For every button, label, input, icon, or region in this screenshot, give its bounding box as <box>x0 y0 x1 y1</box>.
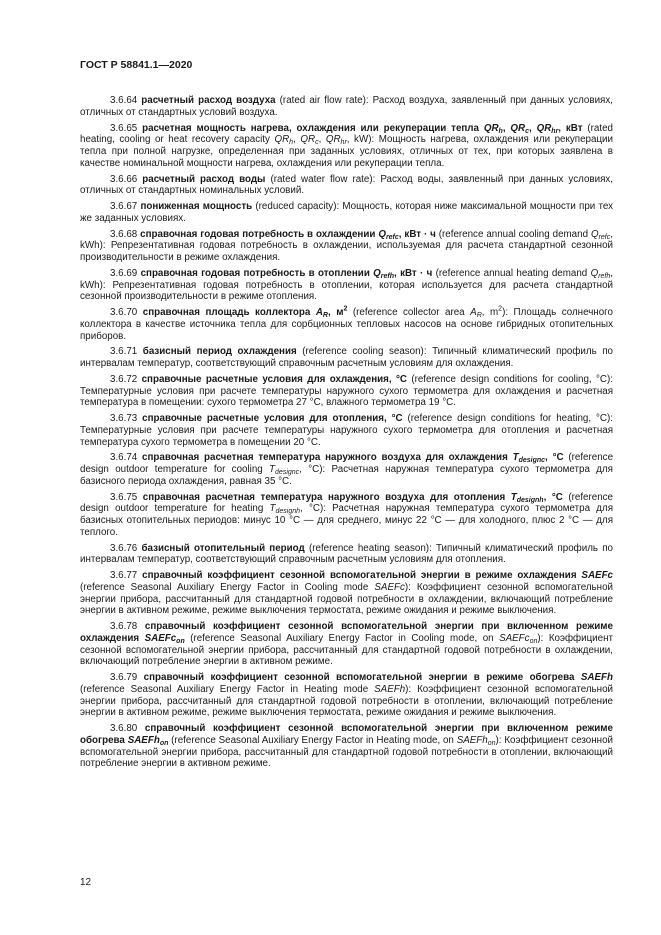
term-definition: (reference design conditions for heating, °C): Температурные условия при расчете температуры наружного сухого термометра для отопления и расчетная температура сухого термометра в помещении 20 °С. <box>80 413 613 448</box>
clause-number: 3.6.65 <box>110 122 143 134</box>
document-body <box>80 95 613 774</box>
term-name: справочные расчетные условия для отопления, °С <box>142 413 403 424</box>
clause-number: 3.6.76 <box>110 542 142 554</box>
definition-paragraph <box>80 95 613 119</box>
clause-number: 3.6.79 <box>110 672 144 683</box>
definition-paragraph <box>80 229 613 264</box>
term-name: базисный период охлаждения <box>142 346 297 358</box>
term-name: расчетная мощность нагрева, охлаждения или рекуперации тепла $QR_h$, $QR_c$, $QR_{hr}$, кВт <box>142 122 583 135</box>
clause-number: 3.6.73 <box>110 413 143 424</box>
clause-number: 3.6.71 <box>110 346 143 358</box>
term-definition: (reference Seasonal Auxiliary Energy Factor in Heating mode, on SAEFh$_{on}$): Коэффициент сезонной вспомогательной энергии прибора, рассчитанный для стандартной годовой потребности в отоплении, включающий потребление энергии в активном режиме. <box>80 734 613 770</box>
term-name: справочная расчетная температура наружного воздуха для отопления $T_{designh}$, °С <box>142 491 563 504</box>
clause-number: 3.6.72 <box>110 373 142 385</box>
definition-paragraph <box>80 174 613 198</box>
definition-paragraph <box>80 413 613 448</box>
clause-number: 3.6.77 <box>110 570 143 581</box>
definition-paragraph <box>80 307 613 342</box>
clause-number: 3.6.78 <box>110 621 145 632</box>
clause-number: 3.6.64 <box>110 95 142 106</box>
definition-paragraph <box>80 374 613 409</box>
document-header: ГОСТ Р 58841.1—2020 <box>80 59 193 71</box>
term-definition: (reference Seasonal Auxiliary Energy Factor in Cooling mode SAEFc): Коэффициент сезонной вспомогательной энергии прибора, рассчитанный для стандартной годовой потребности в охлаждении, включающий потребление энергии в активном режиме, режиме выключения термостата, режиме ожидания и режиме выключения. <box>80 581 613 617</box>
term-name: справочный коэффициент сезонной вспомогательной энергии при включенном режиме охлаждения SAEFc$_{on}$ <box>80 621 613 645</box>
term-name: справочный коэффициент сезонной вспомогательной энергии в режиме обогрева SAEFh <box>143 672 613 683</box>
term-definition: (rated heating, cooling or heat recovery capacity $QR_h$, $QR_c$, $QR_{hr}$, kW): Мощность нагрева, охлаждения или рекуперации тепла при полной нагрузке, определенная при заданных условиях, отличных от тех, при которых заявлена в качестве номинальной мощности нагрева, охлаждения или рекуперации тепла. <box>80 122 613 169</box>
definition-paragraph <box>80 452 613 487</box>
clause-number: 3.6.69 <box>110 267 141 279</box>
clause-number: 3.6.66 <box>110 173 143 185</box>
term-definition: (reference heating season): Типичный климатический профиль по интервалам температур, соответствующий справочным расчетным условиям для отопления. <box>80 542 614 566</box>
clause-number: 3.6.75 <box>110 491 143 503</box>
definition-paragraph <box>80 492 613 539</box>
term-definition: (reduced capacity): Мощность, которая ниже максимальной мощности при тех же заданных условиях. <box>80 201 613 224</box>
definition-paragraph <box>80 123 613 170</box>
term-definition: (reference Seasonal Auxiliary Energy Factor in Heating mode SAEFh): Коэффициент сезонной вспомогательной энергии прибора, рассчитанный для стандартной годовой потребности в отоплении, включающий потребление энергии в активном режиме, режиме выключения термостата, режиме ожидания и режиме выключения. <box>80 683 613 719</box>
term-name: справочная годовая потребность в охлаждении $Q_{refc}$, кВт · ч <box>140 228 436 241</box>
term-name: справочные расчетные условия для охлаждения, °С <box>141 373 407 385</box>
definition-paragraph <box>80 672 613 719</box>
term-definition: (reference annual cooling demand $Q_{refc}$, kWh): Репрезентативная годовая потребность в охлаждении, используемая для расчета стандартной сезонной производительности в режиме охлаждения. <box>80 228 613 263</box>
term-name: справочный коэффициент сезонной вспомогательной энергии в режиме охлаждения SAEFc <box>142 570 613 581</box>
clause-number: 3.6.67 <box>110 201 141 212</box>
term-name: базисный отопительный период <box>141 542 305 554</box>
definition-paragraph <box>80 723 613 770</box>
definition-paragraph <box>80 201 613 225</box>
term-definition: (rated air flow rate): Расход воздуха, заявленный при данных условиях, отличных от стандартных условий воздуха. <box>80 95 613 118</box>
clause-number: 3.6.68 <box>110 228 141 240</box>
term-definition: (reference design outdoor temperature for cooling $T_{designc}$, °C): Расчетная наружная температура сухого термометра для базисного периода охлаждения, равная 35 °С. <box>80 452 614 487</box>
term-name: расчетный расход воздуха <box>141 95 276 106</box>
term-name: пониженная мощность <box>140 201 253 212</box>
definition-paragraph <box>80 621 613 668</box>
page-number: 12 <box>80 877 92 888</box>
term-definition: (reference design outdoor temperature for heating $T_{designh}$, °C): Расчетная наружная температура сухого термометра для базисных отопительных периодов: минус 10 °С — для среднего, минус 22 °С — для холодного, плюс 2 °С — для теплого. <box>80 491 613 538</box>
term-definition: (reference design conditions for cooling, °C): Температурные условия при расчете температуры наружного сухого термометра для охлаждения и расчетная температура в помещении: сухого термометра 27 °С, влажного термометра 19 °С. <box>80 373 613 409</box>
term-name: расчетный расход воды <box>142 173 266 185</box>
clause-number: 3.6.74 <box>110 452 143 464</box>
term-definition: (reference collector area $A_R$, $m^2$): Площадь солнечного коллектора в качестве источника тепла для сорбционных тепловых насосов на основе гибридных отопительных приборов. <box>80 305 613 342</box>
term-name: справочная расчетная температура наружного воздуха для охлаждения $T_{designc}$, °С <box>142 452 564 465</box>
term-definition: (reference Seasonal Auxiliary Energy Factor in Cooling mode, on SAEFc$_{on}$): Коэффициент сезонной вспомогательной энергии прибора, рассчитанный для стандартной годовой потребности в охлаждении, включающий потребление энергии в активном режиме. <box>80 632 613 668</box>
term-definition: (reference cooling season): Типичный климатический профиль по интервалам температур, соответствующий справочным расчетным условиям для охлаждения. <box>80 346 613 369</box>
term-name: справочная площадь коллектора $A_R$, $м^2$ <box>142 305 348 319</box>
clause-number: 3.6.80 <box>110 723 145 734</box>
definition-paragraph <box>80 570 613 617</box>
definition-paragraph <box>80 346 613 370</box>
term-definition: (reference annual heating demand $Q_{refh}$, kWh): Репрезентативная годовая потребность в отоплении, которая используется для расчета стандартной сезонной производительности в режиме отопления. <box>80 267 613 303</box>
definition-paragraph <box>80 268 613 303</box>
term-definition: (rated water flow rate): Расход воды, заявленный при данных условиях, отличных от стандартных номинальных условий. <box>80 173 613 197</box>
definition-paragraph <box>80 543 613 567</box>
clause-number: 3.6.70 <box>110 307 143 318</box>
term-name: справочная годовая потребность в отоплении $Q_{refh}$, кВт · ч <box>140 267 433 280</box>
term-name: справочный коэффициент сезонной вспомогательной энергии при включенном режиме обогрева SAEFh$_{on}$ <box>80 723 613 747</box>
